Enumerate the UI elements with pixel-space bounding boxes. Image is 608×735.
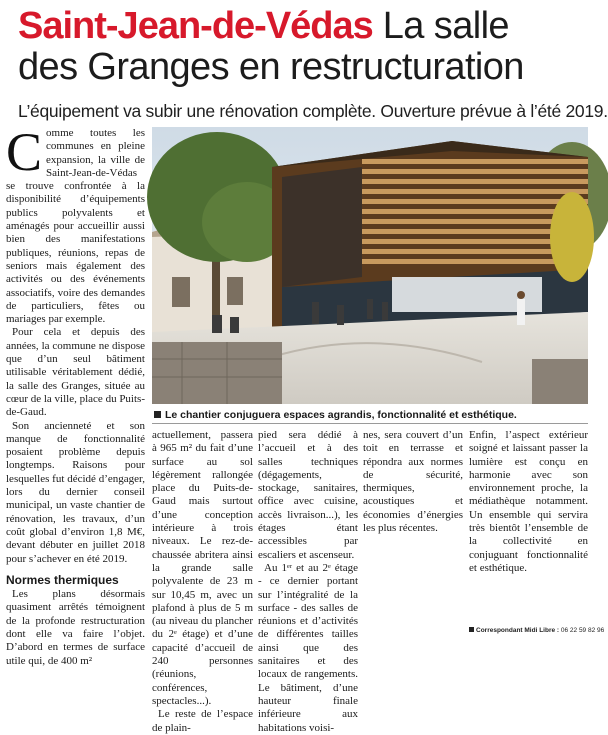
article-paragraph-1 bbox=[6, 122, 145, 326]
caption-bullet-icon bbox=[154, 411, 161, 418]
headline-town: Saint-Jean-de-Védas bbox=[18, 5, 373, 47]
credit-label: Correspondant Midi Libre : bbox=[476, 627, 560, 634]
headline-title-part2: des Granges en restructuration bbox=[18, 46, 524, 88]
caption-text: Le chantier conjuguera espaces agrandis, fonctionnalité et esthétique. bbox=[165, 409, 517, 421]
credit-phone: 06 22 59 82 96 bbox=[560, 627, 605, 634]
article-column-1 bbox=[6, 122, 145, 667]
credit-bullet-icon bbox=[469, 627, 474, 632]
article-column-3 bbox=[258, 429, 358, 734]
article-paragraph-4: Les plans désormais quasiment arrêtés témoignent de la profonde restructuration dont elle va faire l’objet. D’abord en termes de surface utile qui, de 400 m² bbox=[6, 588, 145, 667]
section-heading: Normes thermiques bbox=[6, 572, 119, 587]
photo-caption bbox=[152, 407, 588, 424]
article-column-4 bbox=[363, 429, 463, 637]
article-column-5 bbox=[469, 429, 588, 624]
headline-title-part1: La salle bbox=[382, 5, 509, 47]
drop-cap: C bbox=[6, 122, 43, 182]
article-paragraph-5: actuellement, passera à 965 m² du fait d’une surface au sol légèrement rallongée place du Puits-de-Gaud mais surtout d’une conception intérieure à trois niveaux. Le rez-de-chaussée abritera ainsi la grande salle polyvalente de 23 m sur 10,45 m, avec un plafond à plus de 5 m (au niveau du plancher du 2ᵉ étage) et d’une capacité d’accueil de 240 personnes (réunions, conférences, spectacles...). bbox=[152, 429, 253, 707]
headline bbox=[18, 6, 588, 88]
article-paragraph-10: Enfin, l’aspect extérieur soigné et laissant passer la lumière est conçu en harmonie avec son environnement proche, la médiathèque notamment. Un ensemble qui servira très bientôt l’ensemble de la collectivité en conjuguant fonctionnalité et esthétique. bbox=[469, 429, 588, 574]
building-photo bbox=[152, 127, 588, 404]
building-illustration bbox=[152, 127, 588, 404]
article-column-2 bbox=[152, 429, 253, 734]
article-paragraph-1-text: omme toutes les communes en pleine expansion, la ville de Saint-Jean-de-Védas se trouve confrontée à la disponibilité d’équipements publics polyvalents et aménagés pour accueillir aussi bien des manifestations publiques, réunions, repas de seniors mais également des activités ou des événements associatifs, voire des demandes de particuliers, fêtes ou mariages par exemple. bbox=[6, 127, 145, 326]
correspondent-credit bbox=[469, 624, 605, 637]
article-paragraph-2: Pour cela et depuis des années, la commune ne dispose que d’un seul bâtiment utilisable véritablement dédié, la salle des Granges, située au cœur de la ville, place du Puits-de-Gaud. bbox=[6, 326, 145, 419]
article-paragraph-7: pied sera dédié à l’accueil et à des salles techniques (dégagements, stockage, sanitaires, office avec cuisine, accès livraison...), les étages étant accessibles par escaliers et ascenseur. bbox=[258, 429, 358, 561]
article-paragraph-3: Son ancienneté et son manque de fonctionnalité posaient problème depuis longtemps. Raisons pour lesquelles fut décidé d’engager, lors du dernier conseil municipal, un vaste chantier de rénovation, les travaux, d’un coût global d’environ 1,8 M€, devant débuter en juillet 2018 pour s’achever en été 2019. bbox=[6, 419, 145, 565]
article-paragraph-9: nes, sera couvert d’un toit en terrasse et répondra aux normes de sécurité, thermiques, acoustiques et économies d’énergies les plus récentes. bbox=[363, 429, 463, 535]
subhead: L’équipement va subir une rénovation complète. Ouverture prévue à l’été 2019. bbox=[18, 101, 608, 121]
article-paragraph-6: Le reste de l’espace de plain- bbox=[152, 708, 253, 734]
article-paragraph-8: Au 1ᵉʳ et au 2ᵉ étage - ce dernier portant sur l’intégralité de la surface - des salles de réunions et d’activités de différentes tailles ainsi que des sanitaires et des locaux de rangements. Le bâtiment, d’une hauteur finale inférieure aux habitations voisi- bbox=[258, 561, 358, 734]
